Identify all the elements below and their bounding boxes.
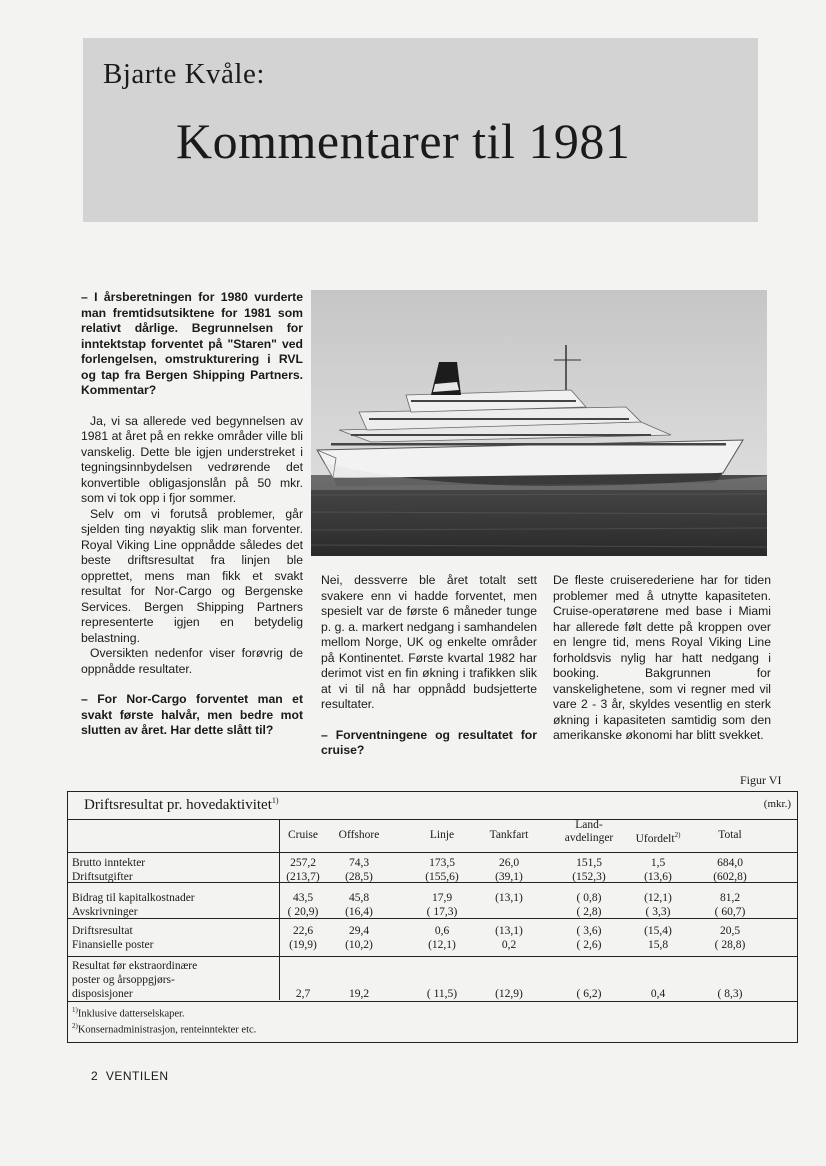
footnote-2: $^{2)}$Konsernadministrasjon, renteinntekter etc. <box>72 1022 257 1036</box>
page-title: Kommentarer til 1981 <box>176 113 631 169</box>
table-cell: 684,0 <box>717 857 743 869</box>
table-cell: 26,0 <box>498 857 520 869</box>
row-label: Resultat før ekstraordinære <box>72 960 198 972</box>
answer-paragraph: Oversikten nedenfor viser forøvrig de oppnådde resultater. <box>81 646 303 676</box>
row-label: Bidrag til kapitalkostnader <box>72 892 195 904</box>
results-table <box>67 791 798 1043</box>
column-header: Offshore <box>338 829 380 841</box>
table-cell: ( 28,8) <box>714 939 746 951</box>
column-header: Ufordelt$^{2)}$ <box>635 831 681 845</box>
table-cell: (213,7) <box>286 871 320 883</box>
table-cell: 257,2 <box>290 857 316 869</box>
table-cell: 0,4 <box>650 988 666 1000</box>
table-cell: 2,7 <box>295 988 311 1000</box>
table-cell: 20,5 <box>719 925 741 937</box>
table-cell: (28,5) <box>345 871 373 883</box>
table-cell: (15,4) <box>644 925 672 937</box>
column-header: Tankfart <box>489 829 529 841</box>
table-divider <box>68 852 797 853</box>
answer-paragraph: Nei, dessverre ble året totalt sett svakere enn vi hadde forventet, men spesielt var de første 6 måneder tunge p. g. a. markert nedgang i samhandelen mellom Norge, UK og enkelte områder på Kontinentet. Første kvartal 1982 har derimot vist en fin økning i trafikken slik at vi til nå har oppnådd budsjetterte resultater. <box>321 573 537 711</box>
table-cell: 17,9 <box>431 892 453 904</box>
cruise-ship-photo <box>311 290 767 556</box>
page-number: 2 <box>91 1069 99 1083</box>
column-header: Linje <box>429 829 455 841</box>
column-header: Land- avdelinger <box>564 819 614 844</box>
table-cell: ( 0,8) <box>576 892 602 904</box>
table-cell: ( 2,6) <box>576 939 602 951</box>
table-cell: ( 3,6) <box>576 925 602 937</box>
table-cell: 0,2 <box>501 939 517 951</box>
table-cell: (13,1) <box>495 892 523 904</box>
row-label: poster og årsoppgjørs- <box>72 974 175 986</box>
magazine-name: VENTILEN <box>105 1069 169 1083</box>
table-cell: 45,8 <box>348 892 370 904</box>
table-divider <box>68 819 797 820</box>
table-cell: (12,1) <box>428 939 456 951</box>
column-header: Cruise <box>287 829 319 841</box>
answer-paragraph: Selv om vi forutså problemer, går sjelden ting nøyaktig slik man forventer. Royal Viking Line oppnådde således det beste driftsresultat fra linjen ble opprettet, mens man fikk et svakt resultat for Nor-Cargo og Bergenske Services. Bergen Shipping Partners representerte igjen en betydelig belastning. <box>81 506 303 645</box>
table-title: Driftsresultat pr. hovedaktivitet$^{1)}$ <box>84 796 279 813</box>
footnote-1: $^{1)}$Inklusive datterselskaper. <box>72 1006 185 1020</box>
table-cell: ( 17,3) <box>426 906 458 918</box>
table-cell: (602,8) <box>713 871 747 883</box>
table-cell: ( 8,3) <box>717 988 743 1000</box>
column-header: Total <box>718 829 742 841</box>
table-cell: 22,6 <box>292 925 314 937</box>
table-cell: 74,3 <box>348 857 370 869</box>
table-cell: 15,8 <box>647 939 669 951</box>
table-cell: 29,4 <box>348 925 370 937</box>
table-cell: (13,1) <box>495 925 523 937</box>
table-cell: 1,5 <box>650 857 666 869</box>
answer-paragraph: De fleste cruiserederiene har for tiden problemer med å utnytte kapasiteten. Cruise-operatørene med base i Miami har allerede følt dette på kroppen over en lengre tid, mens Royal Viking Line forholdsvis nylig har hatt nedgang i booking. Bakgrunnen for vanskelighetene, som vi regner med vil vare 2 - 3 år, skyldes vesentlig en sterk økning i kapasiteten samtidig som den amerikanske økonomi har blitt svekket. <box>553 573 771 742</box>
row-label: Brutto inntekter <box>72 857 146 869</box>
table-cell: ( 60,7) <box>714 906 746 918</box>
table-cell: (13,6) <box>644 871 672 883</box>
table-cell: ( 2,8) <box>576 906 602 918</box>
table-cell: (152,3) <box>572 871 606 883</box>
table-cell: 19,2 <box>348 988 370 1000</box>
question-3: – Forventningene og resultatet for cruise? <box>321 727 537 757</box>
page-footer <box>91 1069 169 1083</box>
table-cell: 0,6 <box>434 925 450 937</box>
table-cell: (12,9) <box>495 988 523 1000</box>
table-cell: 81,2 <box>719 892 741 904</box>
figure-label: Figur VI <box>740 773 782 787</box>
article-column-1 <box>81 290 303 739</box>
question-2: – For Nor-Cargo forventet man et svakt første halvår, men bedre mot slutten av året. Har dette slått til? <box>81 692 303 737</box>
article-column-3 <box>553 573 771 744</box>
table-cell: ( 3,3) <box>645 906 671 918</box>
question-1: – I årsberetningen for 1980 vurderte man fremtidsutsiktene for 1981 som relativt dårlige. Begrunnelsen for inntektstap forventet på "Staren" ved forlengelsen, omstrukturering i RVL og tap fra Bergen Shipping Partners. Kommentar? <box>81 290 303 397</box>
table-cell: ( 20,9) <box>287 906 319 918</box>
table-cell: (155,6) <box>425 871 459 883</box>
table-cell: 43,5 <box>292 892 314 904</box>
table-divider <box>68 1001 797 1002</box>
table-divider <box>68 956 797 957</box>
table-cell: (10,2) <box>345 939 373 951</box>
table-cell: ( 6,2) <box>576 988 602 1000</box>
table-cell: (16,4) <box>345 906 373 918</box>
table-unit: (mkr.) <box>763 798 791 810</box>
row-label: Driftsutgifter <box>72 871 133 883</box>
row-label: Driftsresultat <box>72 925 133 937</box>
table-cell: (19,9) <box>289 939 317 951</box>
table-cell: ( 11,5) <box>426 988 458 1000</box>
article-column-2 <box>321 573 537 759</box>
answer-paragraph: Ja, vi sa allerede ved begynnelsen av 1981 at året på en rekke områder ville bli vanskelig. Dette ble igjen understreket i tegningsinnbydelsen vedrørende det konvertible obligasjonslån på 50 mkr. som vi tok opp i fjor sommer. <box>81 413 303 505</box>
table-cell: 173,5 <box>429 857 455 869</box>
author-name: Bjarte Kvåle: <box>103 58 265 90</box>
row-label: disposisjoner <box>72 988 133 1000</box>
row-label: Finansielle poster <box>72 939 154 951</box>
table-cell: (12,1) <box>644 892 672 904</box>
table-cell: (39,1) <box>495 871 523 883</box>
row-label: Avskrivninger <box>72 906 138 918</box>
table-cell: 151,5 <box>576 857 602 869</box>
